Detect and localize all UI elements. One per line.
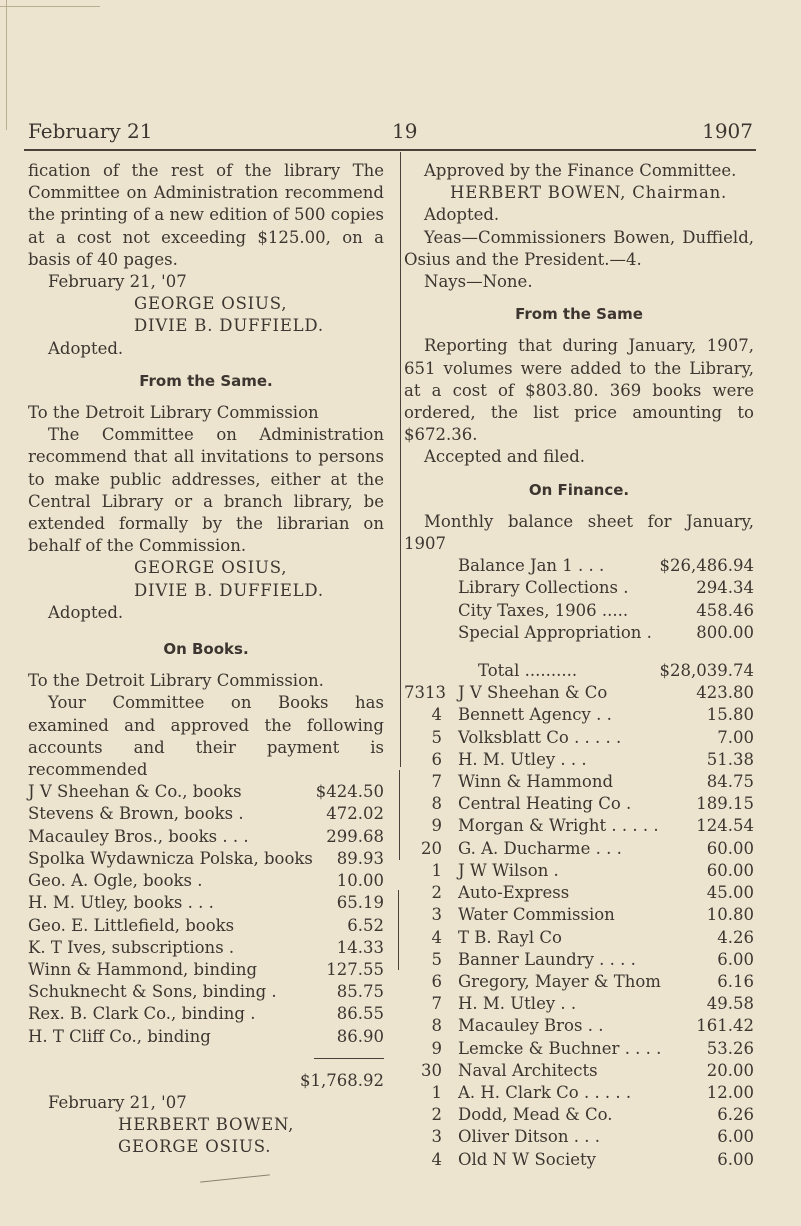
item-amount: 12.00 [706, 1082, 754, 1102]
account-name: Spolka Wydawnicza Polska, books [28, 848, 313, 868]
paragraph: Monthly balance sheet for January, 1907 [404, 511, 754, 554]
item-number: 7 [431, 994, 442, 1014]
account-name: Macauley Bros., books . . . [28, 826, 249, 846]
date-line: February 21, '07 [48, 272, 187, 292]
account-amount: 85.75 [336, 982, 384, 1002]
list-item [404, 993, 754, 1015]
item-amount: 124.54 [696, 816, 754, 836]
adopted-line: Adopted. [48, 338, 124, 358]
column-rule [399, 770, 400, 860]
item-name: Winn & Hammond [458, 772, 614, 792]
list-item [404, 838, 754, 860]
item-name: G. A. Ducharme . . . [458, 838, 622, 858]
item-name: Bennett Agency . . [458, 705, 612, 725]
item-amount: 10.80 [706, 905, 754, 925]
header-year: 1907 [702, 119, 753, 143]
list-item [404, 860, 754, 882]
date-line: February 21, '07 [48, 1092, 187, 1112]
adopted-line: Adopted. [48, 602, 124, 622]
account-amount: 89.93 [336, 848, 384, 868]
page-top-line [0, 6, 100, 7]
account-row [28, 892, 384, 914]
account-name: Winn & Hammond, binding [28, 959, 258, 979]
pencil-mark [200, 1174, 270, 1182]
page-number: 19 [392, 119, 418, 143]
adopted-line: Adopted. [424, 205, 500, 225]
account-amount: 86.55 [336, 1004, 384, 1024]
item-amount: 7.00 [717, 727, 754, 747]
accepted-line: Accepted and filed. [424, 447, 586, 467]
balance-label: Special Appropriation . [458, 622, 652, 642]
item-amount: 53.26 [706, 1038, 754, 1058]
page-edge-line [6, 0, 7, 130]
item-name: H. M. Utley . . [458, 994, 577, 1014]
item-number: 9 [431, 1038, 442, 1058]
item-amount: 161.42 [696, 1016, 754, 1036]
item-number: 6 [431, 971, 442, 991]
section-heading: On Books. [163, 640, 249, 659]
column-rule [400, 152, 401, 767]
item-number: 8 [431, 794, 442, 814]
total-label: Total .......... [478, 661, 578, 681]
account-row [28, 915, 384, 937]
item-name: Lemcke & Buchner . . . . [458, 1038, 662, 1058]
paragraph: Your Committee on Books has examined and approved the following accounts and their payment is recommended [28, 693, 384, 780]
signature: HERBERT BOWEN, Chairman. [450, 183, 728, 203]
paragraph: The Committee on Administration recommend that all invitations to persons to make public addresses, either at the Central Library or a branch library, be extended formally by the librarian on behalf of the Commission. [28, 425, 384, 556]
item-number: 4 [431, 927, 442, 947]
item-name: J W Wilson . [458, 860, 559, 880]
item-name: Oliver Ditson . . . [458, 1127, 600, 1147]
item-number: 30 [421, 1060, 442, 1080]
item-name: Macauley Bros . . [458, 1016, 604, 1036]
header-rule [24, 149, 756, 151]
accounts-total: $1,768.92 [300, 1070, 384, 1090]
list-item [404, 971, 754, 993]
vote-line: Nays—None. [424, 272, 533, 292]
balance-amount: $26,486.94 [659, 556, 754, 576]
account-amount: 86.90 [336, 1026, 384, 1046]
item-amount: 6.16 [717, 971, 754, 991]
balance-amount: 458.46 [696, 600, 754, 620]
item-amount: 6.00 [717, 1127, 754, 1147]
account-row [28, 1026, 384, 1048]
item-name: J V Sheehan & Co [458, 683, 608, 703]
account-name: Schuknecht & Sons, binding . [28, 982, 277, 1002]
item-amount: 4.26 [717, 927, 754, 947]
item-name: Gregory, Mayer & Thom [458, 971, 661, 991]
list-item [404, 682, 754, 704]
item-number: 1 [431, 1082, 442, 1102]
item-name: Central Heating Co . [458, 794, 632, 814]
balance-list [404, 555, 754, 644]
item-amount: 60.00 [706, 860, 754, 880]
item-number: 7313 [404, 683, 446, 703]
list-item [404, 1015, 754, 1037]
list-item [404, 771, 754, 793]
account-name: J V Sheehan & Co., books [28, 782, 242, 802]
item-amount: 49.58 [706, 994, 754, 1014]
account-amount: 127.55 [326, 959, 384, 979]
item-number: 4 [431, 705, 442, 725]
item-number: 5 [431, 727, 442, 747]
balance-label: Library Collections . [458, 578, 629, 598]
item-number: 3 [431, 1127, 442, 1147]
item-amount: 6.00 [717, 949, 754, 969]
disbursement-list [404, 682, 754, 1170]
account-row [28, 959, 384, 981]
paragraph: Reporting that during January, 1907, 651 volumes were added to the Library, at a cost of $803.80. 369 books were ordered, the list price amounting to $672.36. [404, 336, 754, 445]
item-amount: 189.15 [696, 794, 754, 814]
balance-amount: 800.00 [696, 622, 754, 642]
item-amount: 51.38 [706, 749, 754, 769]
balance-row [404, 622, 754, 644]
item-amount: 15.80 [706, 705, 754, 725]
column-rule [398, 890, 399, 970]
item-name: Dodd, Mead & Co. [458, 1105, 613, 1125]
total-rule [314, 1058, 384, 1060]
signature: DIVIE B. DUFFIELD. [134, 580, 324, 600]
account-name: H. M. Utley, books . . . [28, 893, 214, 913]
account-row [28, 826, 384, 848]
account-amount: 65.19 [336, 893, 384, 913]
list-item [404, 727, 754, 749]
total-row [404, 660, 754, 682]
item-number: 7 [431, 772, 442, 792]
accounts-list [28, 781, 384, 1047]
signature: HERBERT BOWEN, [118, 1115, 295, 1135]
list-item [404, 793, 754, 815]
item-name: T B. Rayl Co [458, 927, 562, 947]
item-number: 2 [431, 1105, 442, 1125]
header-date: February 21 [28, 119, 153, 143]
list-item [404, 1082, 754, 1104]
account-name: H. T Cliff Co., binding [28, 1026, 211, 1046]
item-number: 2 [431, 883, 442, 903]
account-row [28, 1003, 384, 1025]
account-row [28, 848, 384, 870]
list-item [404, 1060, 754, 1082]
item-amount: 60.00 [706, 838, 754, 858]
account-name: Stevens & Brown, books . [28, 804, 244, 824]
item-amount: 45.00 [706, 883, 754, 903]
balance-label: City Taxes, 1906 ..... [458, 600, 629, 620]
item-amount: 84.75 [706, 772, 754, 792]
list-item [404, 904, 754, 926]
item-name: Auto-Express [458, 883, 570, 903]
balance-row [404, 577, 754, 599]
item-number: 6 [431, 749, 442, 769]
account-row [28, 870, 384, 892]
list-item [404, 1038, 754, 1060]
list-item [404, 704, 754, 726]
list-item [404, 1149, 754, 1171]
item-number: 8 [431, 1016, 442, 1036]
item-amount: 6.00 [717, 1149, 754, 1169]
item-number: 1 [431, 860, 442, 880]
item-name: Volksblatt Co . . . . . [458, 727, 622, 747]
item-name: A. H. Clark Co . . . . . [458, 1082, 632, 1102]
address-line: To the Detroit Library Commission [28, 403, 319, 423]
account-amount: 10.00 [336, 871, 384, 891]
signature: GEORGE OSIUS, [134, 294, 288, 314]
item-name: H. M. Utley . . . [458, 749, 587, 769]
account-row [28, 803, 384, 825]
list-item [404, 949, 754, 971]
item-name: Water Commission [458, 905, 615, 925]
item-amount: 6.26 [717, 1105, 754, 1125]
item-amount: 423.80 [696, 683, 754, 703]
paragraph: fication of the rest of the library The Committee on Administration recommend the printing of a new edition of 500 copies at a cost not exceeding $125.00, on a basis of 40 pages. [28, 161, 384, 269]
account-amount: 299.68 [326, 826, 384, 846]
address-line: To the Detroit Library Commission. [28, 671, 324, 691]
balance-label: Balance Jan 1 . . . [458, 556, 605, 576]
account-amount: 472.02 [326, 804, 384, 824]
signature: DIVIE B. DUFFIELD. [134, 316, 324, 336]
item-name: Naval Architects [458, 1060, 598, 1080]
list-item [404, 749, 754, 771]
item-number: 9 [431, 816, 442, 836]
section-heading: On Finance. [528, 480, 630, 499]
item-number: 3 [431, 905, 442, 925]
account-row [28, 781, 384, 803]
account-row [28, 981, 384, 1003]
account-name: K. T Ives, subscriptions . [28, 937, 235, 957]
item-name: Morgan & Wright . . . . . [458, 816, 659, 836]
account-amount: 6.52 [347, 915, 384, 935]
signature: GEORGE OSIUS. [118, 1137, 272, 1157]
vote-line: Yeas—Commissioners Bowen, Duffield, Osius and the President.—4. [404, 227, 754, 269]
item-number: 5 [431, 949, 442, 969]
account-amount: $424.50 [315, 782, 384, 802]
section-heading: From the Same. [139, 371, 273, 390]
left-column [28, 160, 384, 1159]
list-item [404, 1126, 754, 1148]
section-heading: From the Same [515, 305, 643, 324]
account-row [28, 937, 384, 959]
list-item [404, 927, 754, 949]
list-item [404, 1104, 754, 1126]
signature: GEORGE OSIUS, [134, 558, 288, 578]
list-item [404, 882, 754, 904]
account-name: Geo. A. Ogle, books . [28, 871, 203, 891]
balance-row [404, 600, 754, 622]
item-name: Banner Laundry . . . . [458, 949, 636, 969]
item-amount: 20.00 [706, 1060, 754, 1080]
item-name: Old N W Society [458, 1149, 596, 1169]
balance-amount: 294.34 [696, 578, 754, 598]
total-amount: $28,039.74 [659, 661, 754, 681]
account-name: Geo. E. Littlefield, books [28, 915, 235, 935]
approval-line: Approved by the Finance Committee. [424, 161, 737, 180]
right-column [404, 160, 754, 1171]
list-item [404, 815, 754, 837]
item-number: 20 [421, 838, 442, 858]
account-name: Rex. B. Clark Co., binding . [28, 1004, 256, 1024]
item-number: 4 [431, 1149, 442, 1169]
balance-row [404, 555, 754, 577]
account-amount: 14.33 [336, 937, 384, 957]
